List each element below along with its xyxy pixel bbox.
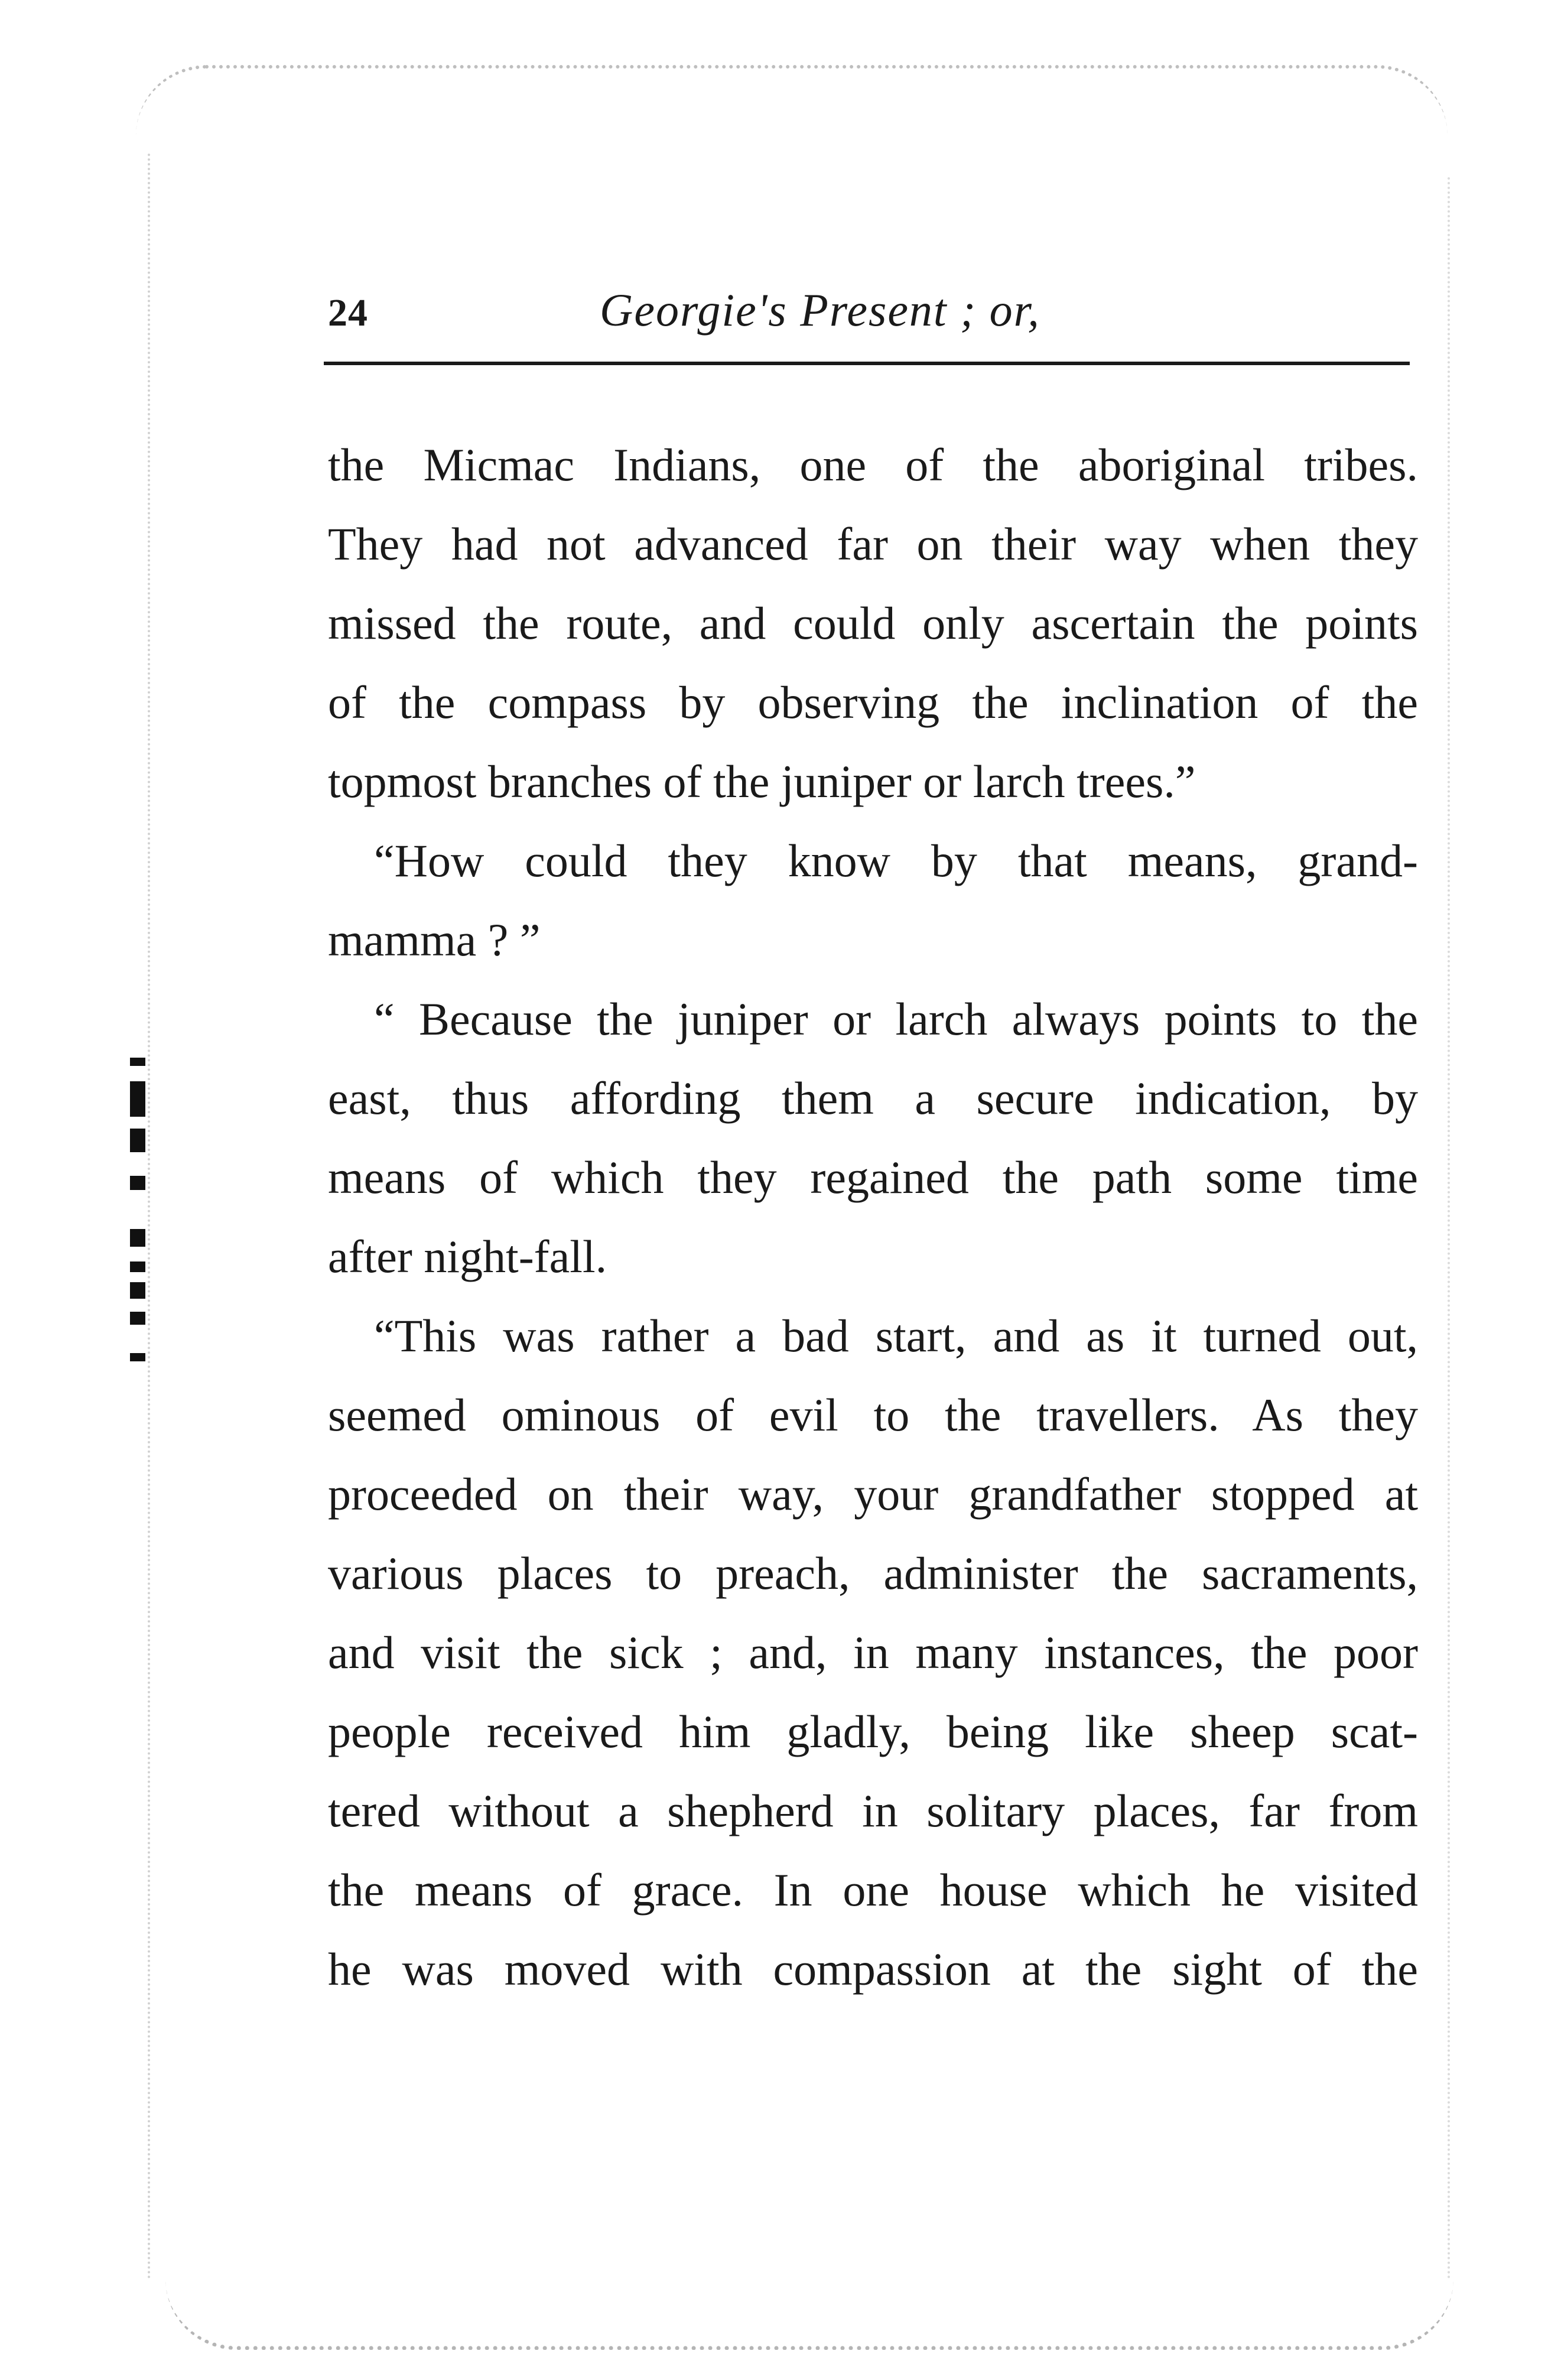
text-line: seemed ominous of evil to the travellers. As they xyxy=(328,1389,1418,1441)
text-line: means of which they regained the path some time xyxy=(328,1152,1418,1203)
text-line: proceeded on their way, your grandfather stopped at xyxy=(328,1468,1418,1520)
text-line: They had not advanced far on their way when they xyxy=(328,518,1418,570)
text-line: various places to preach, administer the sacraments, xyxy=(328,1547,1418,1599)
text-line: of the compass by observing the inclination of the xyxy=(328,677,1418,728)
text-line: east, thus affording them a secure indication, by xyxy=(328,1072,1418,1124)
text-line: he was moved with compassion at the sight of the xyxy=(328,1943,1418,1995)
scan-edge-left xyxy=(148,154,156,2281)
header-rule xyxy=(324,362,1410,365)
running-title: Georgie's Present ; or, xyxy=(600,284,1040,336)
text-line: the means of grace. In one house which he visited xyxy=(328,1864,1418,1916)
text-line: the Micmac Indians, one of the aboriginal tribes. xyxy=(328,439,1418,490)
binding-marks xyxy=(130,1058,145,1365)
running-head xyxy=(328,284,1409,349)
body-text xyxy=(328,425,1418,2009)
scan-edge-bottom xyxy=(165,2257,1453,2350)
text-line: and visit the sick ; and, in many instances, the poor xyxy=(328,1627,1418,1678)
scan-edge-top xyxy=(136,65,1448,157)
text-line: “This was rather a bad start, and as it turned out, xyxy=(374,1310,1418,1361)
text-line: topmost branches of the juniper or larch trees.” xyxy=(328,756,1196,807)
text-line: “ Because the juniper or larch always points to the xyxy=(374,993,1418,1045)
text-line: “How could they know by that means, grand- xyxy=(374,835,1418,886)
scan-edge-right xyxy=(1442,177,1450,2281)
page-number: 24 xyxy=(328,291,368,334)
text-line: people received him gladly, being like sheep scat- xyxy=(328,1706,1418,1757)
text-line: tered without a shepherd in solitary places, far from xyxy=(328,1785,1418,1836)
text-line: missed the route, and could only ascertain the points xyxy=(328,597,1418,649)
text-line: after night-fall. xyxy=(328,1231,607,1282)
text-line: mamma ? ” xyxy=(328,914,541,965)
